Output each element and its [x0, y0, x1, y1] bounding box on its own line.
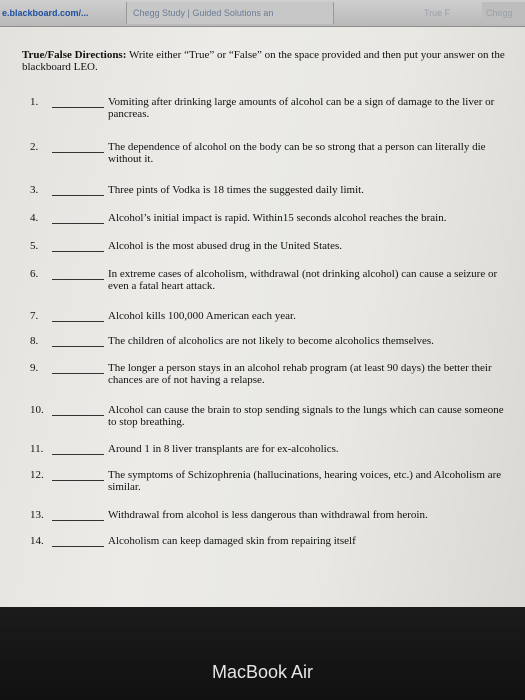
laptop-bezel [0, 607, 525, 700]
answer-blank[interactable] [52, 251, 104, 252]
answer-blank[interactable] [52, 373, 104, 374]
browser-tab-bar [0, 0, 525, 27]
question-number: 13. [30, 509, 44, 521]
question-number: 6. [30, 268, 39, 280]
directions-text: Write either “True” or “False” on the space provided and then put your answer on the blackboard LEO. [22, 49, 505, 73]
question-number: 7. [30, 310, 39, 322]
question-text: Alcohol kills 100,000 American each year. [108, 310, 296, 322]
question-number: 4. [30, 212, 39, 224]
question-text: Alcoholism can keep damaged skin from repairing itself [108, 535, 356, 547]
question-text: Withdrawal from alcohol is less dangerous than withdrawal from heroin. [108, 509, 428, 521]
question-text: The longer a person stays in an alcohol rehab program (at least 90 days) the better their chances are of not having a relapse. [108, 362, 492, 386]
answer-blank[interactable] [52, 346, 104, 347]
answer-blank[interactable] [52, 107, 104, 108]
question-text: The symptoms of Schizophrenia (hallucinations, hearing voices, etc.) and Alcoholism are similar. [108, 469, 502, 493]
answer-blank[interactable] [52, 223, 104, 224]
answer-blank[interactable] [52, 195, 104, 196]
question-number: 10. [30, 404, 44, 416]
question-text: The dependence of alcohol on the body can be so strong that a person can literally die without it. [108, 141, 486, 165]
question-number: 8. [30, 335, 39, 347]
answer-blank[interactable] [52, 415, 104, 416]
answer-blank[interactable] [52, 152, 104, 153]
question-number: 1. [30, 96, 39, 108]
answer-blank[interactable] [52, 321, 104, 322]
question-number: 3. [30, 184, 39, 196]
question-text: Three pints of Vodka is 18 times the suggested daily limit. [108, 184, 364, 196]
answer-blank[interactable] [52, 480, 104, 481]
answer-blank[interactable] [52, 454, 104, 455]
question-text: Vomiting after drinking large amounts of alcohol can be a sign of damage to the liver or pancreas. [108, 96, 495, 120]
tab-blackboard[interactable]: e.blackboard.com/... [2, 8, 89, 18]
question-text: In extreme cases of alcoholism, withdrawal (not drinking alcohol) can cause a seizure or even a fatal heart attack. [108, 268, 498, 292]
question-number: 9. [30, 362, 39, 374]
question-number: 2. [30, 141, 39, 153]
question-number: 5. [30, 240, 39, 252]
tab-chegg[interactable]: Chegg [482, 2, 525, 24]
question-text: The children of alcoholics are not likely to become alcoholics themselves. [108, 335, 434, 347]
directions [22, 49, 512, 73]
device-label: MacBook Air [211, 662, 314, 682]
question-text: Alcohol can cause the brain to stop sending signals to the lungs which can cause someone to stop breathing. [108, 404, 504, 428]
tab-chegg-study[interactable]: Chegg Study | Guided Solutions an [126, 2, 334, 24]
answer-blank[interactable] [52, 546, 104, 547]
question-text: Alcohol is the most abused drug in the United States. [108, 240, 343, 252]
question-text: Around 1 in 8 liver transplants are for ex-alcoholics. [108, 443, 339, 455]
tab-true-false[interactable]: True F [424, 8, 451, 18]
question-text: Alcohol’s initial impact is rapid. Within15 seconds alcohol reaches the brain. [108, 212, 447, 224]
directions-heading: True/False Directions: [22, 49, 127, 61]
question-number: 14. [30, 535, 44, 547]
question-number: 11. [30, 443, 44, 455]
answer-blank[interactable] [52, 520, 104, 521]
answer-blank[interactable] [52, 279, 104, 280]
question-number: 12. [30, 469, 44, 481]
